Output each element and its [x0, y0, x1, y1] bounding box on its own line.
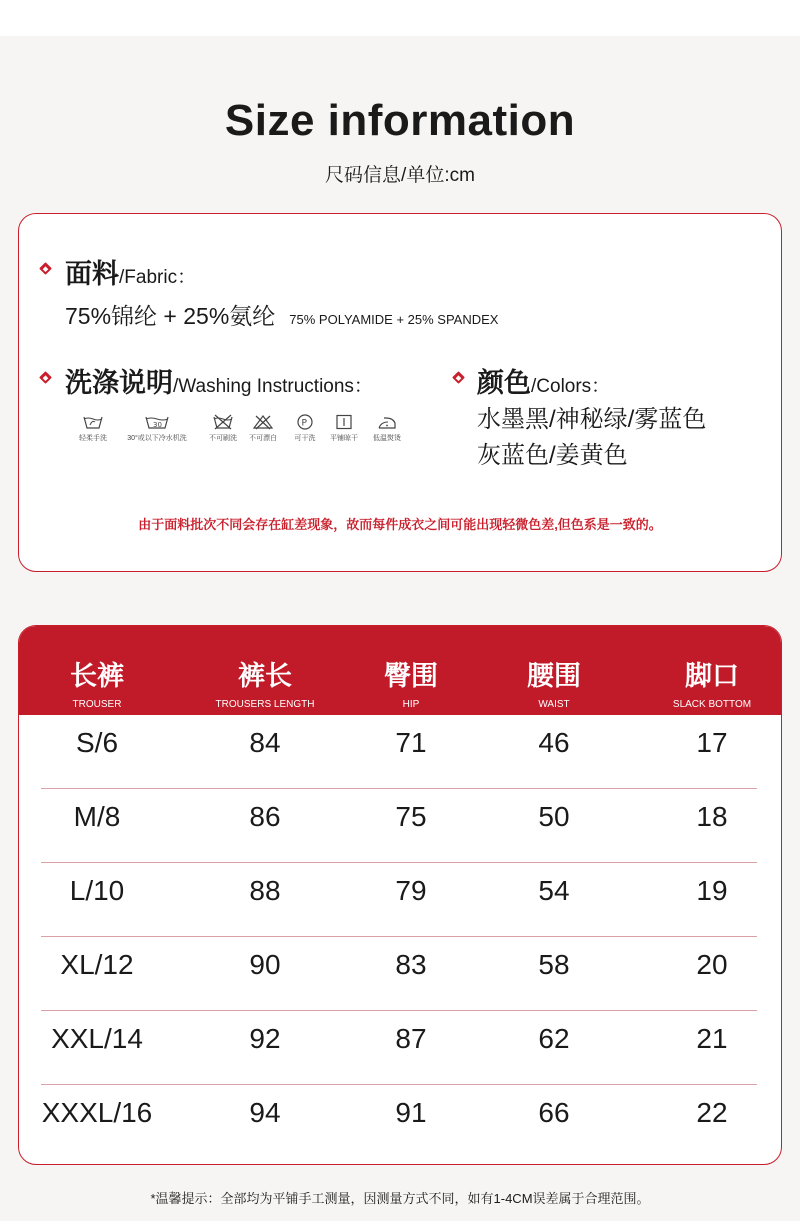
- table-cell: XXL/14: [51, 1023, 143, 1054]
- column-header-cn: 腰围: [527, 661, 581, 691]
- table-cell: L/10: [69, 875, 125, 906]
- table-cell: 19: [696, 875, 728, 906]
- wash-label: 平铺晾干: [330, 435, 358, 442]
- column-header-en: TROUSER: [72, 699, 122, 710]
- fabric-bullet-icon: [39, 262, 52, 275]
- wash-label: 不可刷洗: [209, 435, 237, 442]
- washing-bullet-icon: [39, 371, 52, 384]
- washing-icons: [73, 414, 401, 448]
- dry-clean-icon: [285, 414, 325, 443]
- fabric-composition-en: 75% POLYAMIDE + 25% SPANDEX: [289, 312, 499, 327]
- column-header-hip: [355, 626, 467, 715]
- colors-line-1: 水墨黑/神秘绿/雾蓝色: [477, 406, 707, 433]
- table-cell: 92: [249, 1023, 281, 1054]
- table-cell: 50: [538, 801, 570, 832]
- machine-wash-30-icon: [127, 414, 187, 443]
- top-strip: [0, 0, 800, 36]
- fabric-heading-cn: 面料: [65, 259, 119, 289]
- table-cell: 18: [696, 801, 728, 832]
- table-cell: 75: [395, 801, 427, 832]
- table-cell: 87: [395, 1023, 427, 1054]
- page-title: Size information: [224, 96, 576, 145]
- flat-dry-icon: [324, 414, 364, 443]
- color-difference-note: 由于面料批次不同会存在缸差现象，故而每件成衣之间可能出现轻微色差,但色系是一致的。: [138, 517, 662, 532]
- no-bleach-icon: [243, 414, 283, 443]
- table-row: [19, 789, 781, 863]
- column-header-en: WAIST: [538, 699, 570, 710]
- table-cell: 83: [395, 949, 427, 980]
- wash-label: 可干洗: [294, 435, 316, 442]
- wash-label: 轻柔手洗: [79, 435, 107, 442]
- table-cell: XXXL/16: [41, 1097, 153, 1128]
- table-cell: 46: [538, 727, 570, 758]
- fabric-heading-en: /Fabric：: [119, 267, 197, 288]
- column-header-slack-bottom: [641, 626, 782, 715]
- colors-list: [477, 402, 706, 474]
- hand-wash-icon: [73, 414, 113, 443]
- column-header-cn: 裤长: [238, 661, 292, 691]
- washing-heading: [65, 361, 373, 400]
- table-cell: 94: [249, 1097, 281, 1128]
- table-cell: S/6: [75, 727, 119, 758]
- size-table-header: [19, 626, 781, 715]
- low-iron-icon: [367, 414, 407, 443]
- colors-bullet-icon: [452, 371, 465, 384]
- product-info-card: [18, 213, 782, 572]
- table-row: [19, 715, 781, 789]
- table-row: [19, 863, 781, 937]
- colors-heading-cn: 颜色: [477, 368, 531, 398]
- table-cell: 21: [696, 1023, 728, 1054]
- table-cell: 88: [249, 875, 281, 906]
- table-cell: 62: [538, 1023, 570, 1054]
- column-header-en: SLACK BOTTOM: [672, 699, 752, 710]
- table-row: [19, 937, 781, 1011]
- no-brush-icon: [203, 414, 243, 443]
- table-cell: 90: [249, 949, 281, 980]
- table-cell: 79: [395, 875, 427, 906]
- table-cell: 66: [538, 1097, 570, 1128]
- wash-label: 30°或以下冷水机洗: [127, 435, 187, 442]
- table-cell: 17: [696, 727, 728, 758]
- svg-text:30: 30: [153, 421, 162, 429]
- colors-line-2: 灰蓝色/姜黄色: [477, 442, 628, 469]
- table-row: [19, 1011, 781, 1085]
- wash-label: 不可漂白: [249, 435, 277, 442]
- table-cell: 84: [249, 727, 281, 758]
- colors-heading-en: /Colors：: [531, 376, 611, 397]
- table-cell: 86: [249, 801, 281, 832]
- svg-text:P: P: [301, 418, 307, 429]
- fabric-heading: [65, 252, 196, 291]
- column-header-en: HIP: [402, 699, 420, 710]
- table-cell: XL/12: [60, 949, 134, 980]
- table-cell: 54: [538, 875, 570, 906]
- table-row: [19, 1085, 781, 1159]
- page-subtitle: 尺码信息/单位:cm: [325, 165, 475, 186]
- column-header-en: TROUSERS LENGTH: [215, 699, 315, 710]
- table-cell: 20: [696, 949, 728, 980]
- column-header-cn: 长裤: [70, 661, 124, 691]
- size-table: [18, 625, 782, 1165]
- wash-label: 低温熨烫: [373, 435, 401, 442]
- table-cell: 71: [395, 727, 427, 758]
- column-header-cn: 脚口: [685, 661, 739, 691]
- fabric-composition: [65, 298, 498, 331]
- table-cell: M/8: [73, 801, 121, 832]
- column-header-length: [175, 626, 355, 715]
- fabric-composition-cn: 75%锦纶 + 25%氨纶: [65, 303, 276, 329]
- washing-heading-cn: 洗涤说明: [65, 368, 173, 398]
- table-cell: 58: [538, 949, 570, 980]
- column-header-waist: [467, 626, 641, 715]
- colors-heading: [477, 361, 610, 400]
- washing-heading-en: /Washing Instructions：: [173, 376, 373, 397]
- table-cell: 22: [696, 1097, 728, 1128]
- column-header-trouser: [19, 626, 175, 715]
- column-header-cn: 臀围: [384, 661, 438, 691]
- table-cell: 91: [395, 1097, 427, 1128]
- measurement-tip: *温馨提示：全部均为平铺手工测量，因测量方式不同，如有1-4CM误差属于合理范围。: [150, 1191, 650, 1206]
